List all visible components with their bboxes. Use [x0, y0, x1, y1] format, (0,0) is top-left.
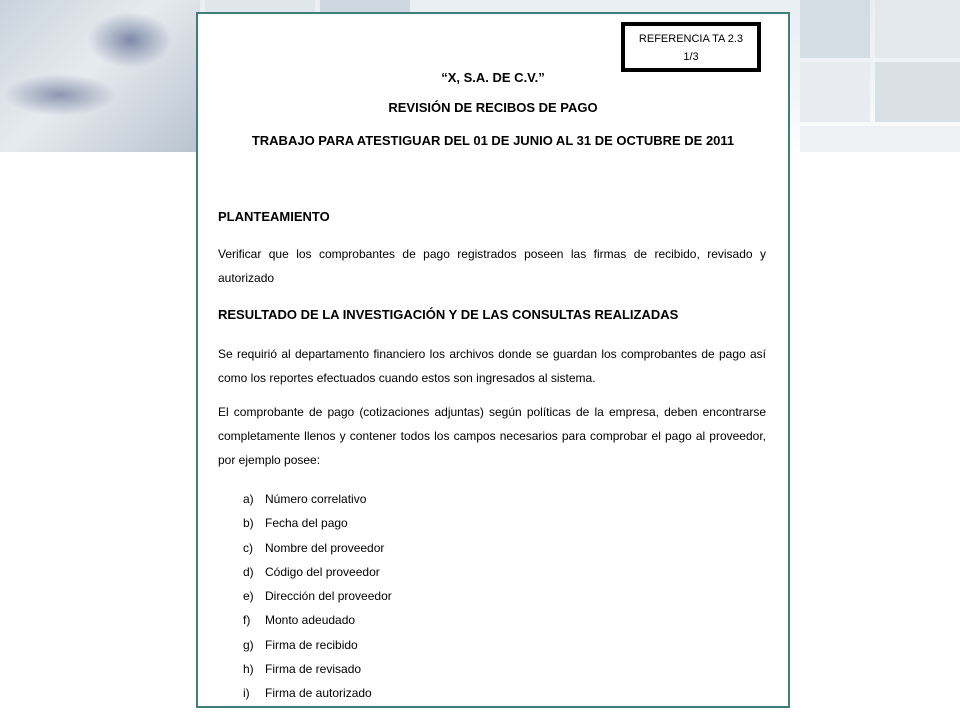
requirements-list — [243, 487, 392, 706]
document-title: REVISIÓN DE RECIBOS DE PAGO — [388, 100, 598, 115]
banner-photo — [0, 0, 200, 152]
list-item: c) Nombre del proveedor — [243, 540, 385, 555]
list-item: a) Número correlativo — [243, 492, 367, 506]
planteamiento-heading: PLANTEAMIENTO — [218, 209, 330, 224]
list-item: e) Dirección del proveedor — [243, 589, 392, 604]
resultado-heading: RESULTADO DE LA INVESTIGACIÓN Y DE LAS CONSULTAS REALIZADAS — [218, 307, 679, 322]
list-item: d) Código del proveedor — [243, 564, 380, 579]
list-item: f) Monto adeudado — [243, 613, 356, 628]
list-item: h) Firma de revisado — [243, 662, 362, 677]
reference-page: 1/3 — [683, 51, 699, 63]
reference-code: REFERENCIA TA 2.3 — [638, 33, 744, 45]
list-item: g) Firma de recibido — [243, 637, 358, 652]
list-item: b) Fecha del pago — [243, 516, 348, 531]
resultado-paragraph-2: El comprobante de pago (cotizaciones adjuntas) según políticas de la empresa, deben encontrarse completamente llenos y contener todos los campos necesarios para comprobar el pago al proveedor, por ejemplo posee: — [218, 405, 766, 467]
reference-box — [621, 22, 761, 72]
company-name: “X, S.A. DE C.V.” — [441, 70, 545, 85]
planteamiento-text: Verificar que los comprobantes de pago registrados poseen las firmas de recibido, revisado y autorizado — [218, 247, 766, 285]
resultado-paragraph-1: Se requirió al departamento financiero los archivos donde se guardan los comprobantes de pago así como los reportes efectuados cuando estos son ingresados al sistema. — [218, 347, 766, 385]
document-page — [196, 12, 790, 708]
list-item: i) Firma de autorizado — [243, 686, 372, 701]
document-subtitle: TRABAJO PARA ATESTIGUAR DEL 01 DE JUNIO AL 31 DE OCTUBRE DE 2011 — [251, 133, 735, 148]
